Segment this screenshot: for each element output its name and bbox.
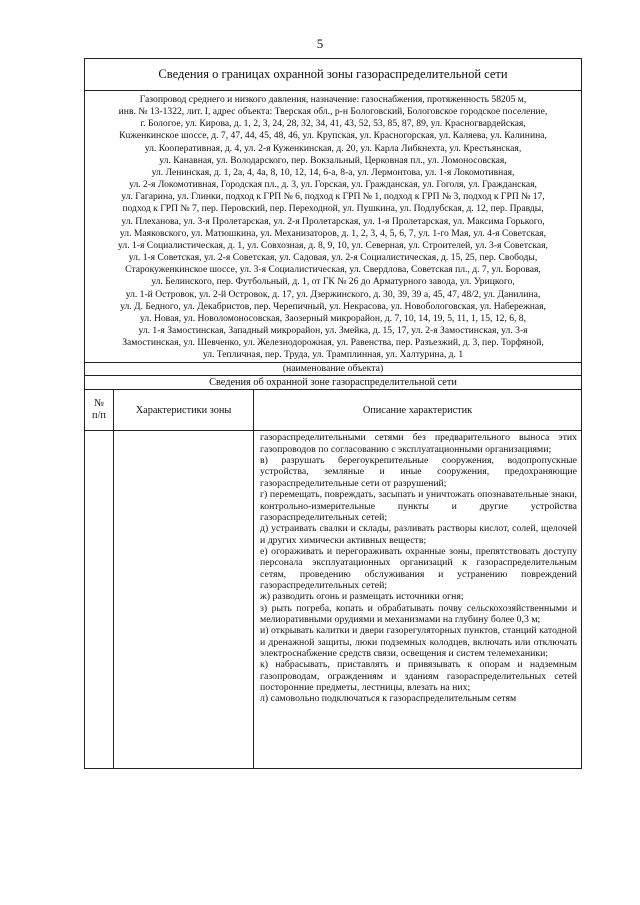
object-name-label: (наименование объекта) xyxy=(85,363,581,376)
document-table xyxy=(84,58,582,769)
object-line: ул. 1-я Замостинская, Западный микрорайон, ул. Змейка, д. 15, 17, ул. 2-я Замостинская, ул. 3-я xyxy=(138,324,528,336)
document-title: Сведения о границах охранной зоны газораспределительной сети xyxy=(85,59,581,91)
object-line: г. Бологое, ул. Кирова, д. 1, 2, 3, 24, 28, 32, 34, 41, 43, 52, 53, 85, 87, 89, ул. Красногвардейская, xyxy=(140,118,526,130)
header-description: Описание характеристик xyxy=(362,404,473,416)
object-line: ул. Гагарина, ул. Глинки, подход к ГРП № 6, подход к ГРП № 1, подход к ГРП № 3, подход к ГРП № 17, xyxy=(121,191,545,203)
description-paragraph: в) разрушать берегоукрепительные сооружения, водопропускные устройства, земляные и иные сооружения, предохраняющие газораспределительные сети от разрушений; xyxy=(260,455,577,489)
cell-characteristics xyxy=(114,431,254,768)
header-number-sign: № xyxy=(94,398,104,410)
object-line: ул. 1-й Островок, ул. 2-й Островок, д. 17, ул. Дзержинского, д. 30, 39, 39 а, 45, 47, 48/2, ул. Данилина, xyxy=(125,288,541,300)
cell-number xyxy=(85,431,114,768)
object-description xyxy=(85,91,581,363)
description-paragraph: д) устраивать свалки и склады, разливать растворы кислот, солей, щелочей и других химически активных веществ; xyxy=(260,523,577,546)
header-number xyxy=(85,390,114,430)
object-line: подход к ГРП № 7, пер. Перовский, пер. Переходной, ул. Пушкина, ул. Подлубская, д. 12, пер. Правды, xyxy=(122,203,544,215)
object-line: ул. Канавная, ул. Володарского, пер. Вокзальный, Церковная пл., ул. Ломоносовская, xyxy=(159,154,507,166)
description-paragraph: и) открывать калитки и двери газорегуляторных пунктов, станций катодной и дренажной защиты, люки подземных колодцев, включать или отключать электроснабжение средств связи, освещения и систем телемеханики; xyxy=(260,625,577,659)
object-line: Замостинская, ул. Шевченко, ул. Железнодорожная, ул. Равенства, пер. Разъезжий, д. 3, пер. Торфяной, xyxy=(122,337,544,349)
table-header xyxy=(85,390,581,431)
header-characteristics: Характеристики зоны xyxy=(114,390,254,430)
object-line: ул. Маяковского, ул. Матюшкина, ул. Механизаторов, д. 1, 2, 3, 4, 5, 6, 7, ул. 1-го Мая, ул. 4-я Советская, xyxy=(119,227,547,239)
object-line: ул. Тепличная, пер. Труда, ул. Трамплинная, ул. Халтурина, д. 1 xyxy=(202,349,464,361)
table-row xyxy=(85,431,581,768)
object-line: ул. 2-я Локомотивная, Городская пл., д. 3, ул. Горская, ул. Гражданская, ул. Гоголя, ул. Гражданская, xyxy=(129,179,537,191)
description-paragraph: г) перемещать, повреждать, засыпать и уничтожать опознавательные знаки, контрольно-измерительные пункты и другие устройства газораспределительных сетей; xyxy=(260,489,577,523)
cell-description xyxy=(254,431,581,768)
object-line: ул. Новая, ул. Новоломоносовская, Заозерный микрорайон, д. 7, 10, 14, 19, 5, 11, 1, 15, 12, 6, 8, xyxy=(139,312,527,324)
page-number: 5 xyxy=(316,36,324,51)
header-number-abbr: п/п xyxy=(92,410,106,422)
object-line: ул. Кооперативная, д. 4, ул. 2-я Куженкинская, д. 20, ул. Карла Либкнехта, ул. Крестьянская, xyxy=(144,142,522,154)
description-paragraph: л) самовольно подключаться к газораспределительным сетям xyxy=(260,693,517,705)
object-line: инв. № 13-1322, лит. I, адрес объекта: Тверская обл., р-н Бологовский, Бологовское городское поселение, xyxy=(118,106,548,118)
object-line: ул. Ленинская, д. 1, 2а, 4, 4а, 8, 10, 12, 14, 6-а, 8-а, ул. Лермонтова, ул. 1-я Локомотивная, xyxy=(151,166,515,178)
object-line: ул. Белинского, пер. Футбольный, д. 1, от ГК № 26 до Арматурного завода, ул. Урицкого, xyxy=(151,276,515,288)
description-paragraph: з) рыть погреба, копать и обрабатывать почву сельскохозяйственными и мелиоративными орудиями и механизмами на глубину более 0,3 м; xyxy=(260,602,577,625)
object-line: Старокуженкинское шоссе, ул. 3-я Социалистическая, ул. Свердлова, Советская пл., д. 7, ул. Боровая, xyxy=(125,264,541,276)
object-line: Газопровод среднего и низкого давления, назначение: газоснабжения, протяженность 58205 м, xyxy=(139,94,527,105)
description-paragraph: газораспределительными сетями без предварительного выноса этих газопроводов по согласованию с эксплуатационными организациями; xyxy=(260,432,577,455)
description-paragraph: ж) разводить огонь и размещать источники огня; xyxy=(260,591,464,603)
object-line: ул. 1-я Советская, ул. 2-я Советская, ул. Садовая, ул. 2-я Социалистическая, д. 15, 25, пер. Свободы, xyxy=(128,252,538,264)
description-paragraph: к) набрасывать, приставлять и привязывать к опорам и надземным газопроводам, ограждениям и зданиям газораспределительных сетей посторонние предметы, лестницы, влезать на них; xyxy=(260,659,577,693)
description-paragraph: е) огораживать и перегораживать охранные зоны, препятствовать доступу персонала эксплуатационных организаций к газораспределительным сетям, проведению обслуживания и устранению повреждений газораспределительных сетей; xyxy=(260,545,577,591)
object-line: ул. Д. Бедного, ул. Декабристов, пер. Черепичный, ул. Некрасова, ул. Новобологовская, ул. Набережная, xyxy=(120,300,546,312)
object-line: ул. 1-я Социалистическая, д. 1, ул. Совхозная, д. 8, 9, 10, ул. Северная, ул. Строителей, ул. 3-я Советская, xyxy=(118,239,548,251)
object-line: ул. Плеханова, ул. 3-я Пролетарская, ул. 2-я Пролетарская, ул. 1-я Пролетарская, ул. Максима Горького, xyxy=(121,215,545,227)
section-label: Сведения об охранной зоне газораспределительной сети xyxy=(85,376,581,390)
object-line: Кuженкинское шоссе, д. 7, 47, 44, 45, 48, 46, ул. Крупская, ул. Красногорская, ул. Каляева, ул. Калинина, xyxy=(119,130,547,142)
